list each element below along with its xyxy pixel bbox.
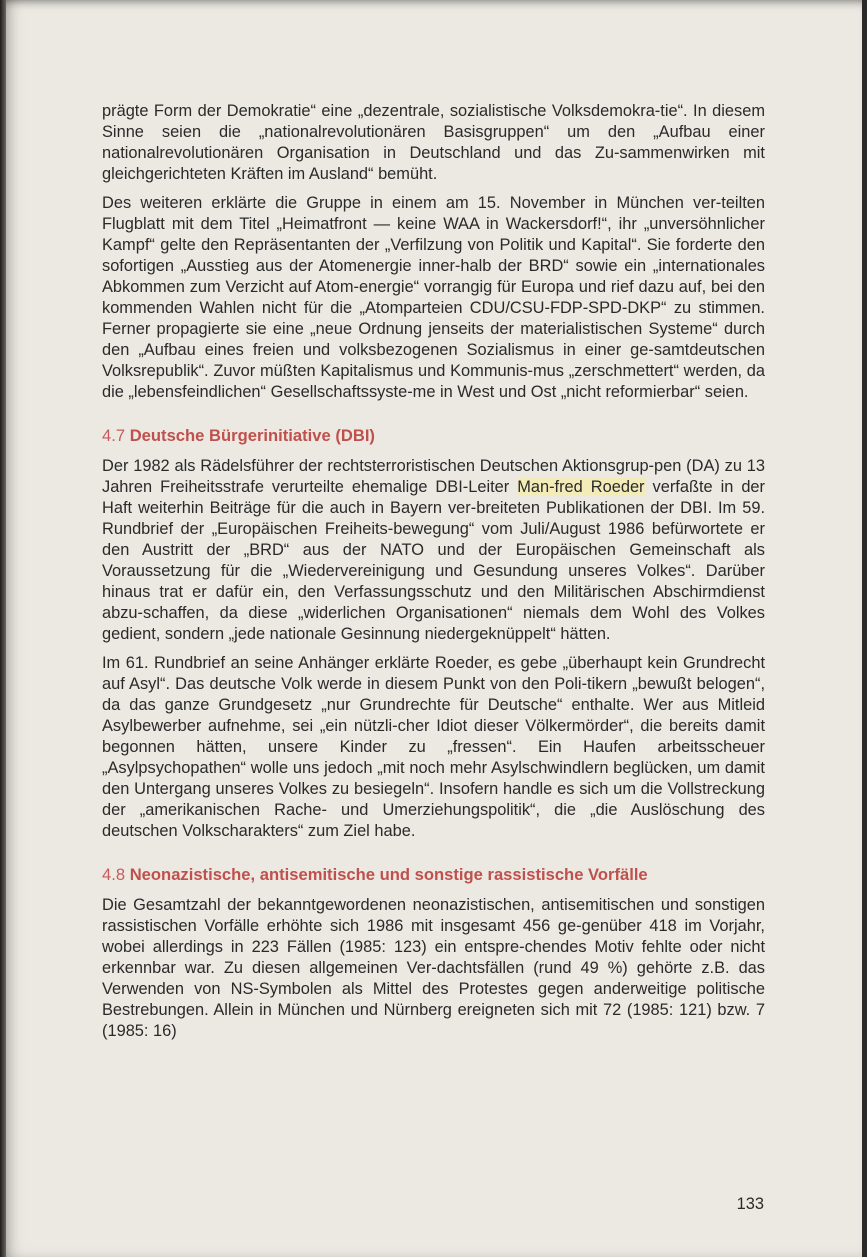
section-heading-4-7 [102, 425, 765, 446]
paragraph-text: Der 1982 als Rädelsführer der rechtsterroristischen Deutschen Aktionsgrup-pen (DA) zu 13 Jahren Freiheitsstrafe verurteilte ehemalige DBI-Leiter [102, 457, 765, 496]
highlighted-name: Man-fred Roeder [517, 478, 645, 496]
paragraph-incidents-1: Die Gesamtzahl der bekanntgewordenen neonazistischen, antisemitischen und sonstigen rassistischen Vorfälle erhöhte sich 1986 mit insgesamt 456 ge-genüber 418 im Vorjahr, wobei allerdings in 223 Fällen (1985: 123) ein entspre-chendes Motiv fehlte oder nicht erkennbar war. Zu diesen allgemeinen Ver-dachtsfällen (rund 49 %) gehörte z.B. das Verwenden von NS-Symbolen als Mittel des Protestes gegen anderweitige politische Bestrebungen. Allein in München und Nürnberg ereigneten sich mit 72 (1985: 121) bzw. 7 (1985: 16) [102, 896, 765, 1040]
section-title: Neonazistische, antisemitische und sonstige rassistische Vorfälle [129, 865, 648, 884]
section-number: 4.7 [102, 426, 126, 445]
section-number: 4.8 [102, 865, 126, 884]
paragraph-intro-1: prägte Form der Demokratie“ eine „dezentrale, sozialistische Volksdemokra-tie“. In diesem Sinne seien die „nationalrevolutionären Basisgruppen“ um den „Aufbau einer nationalrevolutionären Organisation in Deutschland und das Zu-sammenwirken mit gleichgerichteten Kräften im Ausland“ bemüht. [102, 102, 765, 183]
page-number: 133 [736, 1195, 764, 1213]
paragraph-dbi-2: Im 61. Rundbrief an seine Anhänger erklärte Roeder, es gebe „überhaupt kein Grundrecht auf Asyl“. Das deutsche Volk werde in diesem Punkt von den Poli-tikern „bewußt belogen“, da das ganze Grundgesetz „nur Grundrechte für Deutsche“ enthalte. Wer aus Mitleid Asylbewerber aufnehme, sei „ein nützli-cher Idiot dieser Völkermörder“, die bereits damit begonnen hätten, unsere Kinder zu „fressen“. Ein Haufen arbeitsscheuer „Asylpsychopathen“ wolle uns jedoch „mit noch mehr Asylschwindlern beglücken, um damit den Untergang unseres Volkes zu besiegeln“. Insofern handle es sich um die Vollstreckung der „amerikanischen Rache- und Umerziehungspolitik“, die „die Auslöschung des deutschen Volkscharakters“ zum Ziel habe. [102, 654, 765, 840]
paragraph-dbi-1 [102, 456, 765, 645]
book-spine-shadow [0, 0, 6, 1257]
section-title: Deutsche Bürgerinitiative (DBI) [129, 426, 375, 445]
section-heading-4-8 [102, 864, 765, 885]
page-body [102, 101, 765, 1050]
paragraph-intro-2: Des weiteren erklärte die Gruppe in einem am 15. November in München ver-teilten Flugblatt mit dem Titel „Heimatfront — keine WAA in Wackersdorf!“, ihr „unversöhnlicher Kampf“ gelte den Repräsentanten der „Verfilzung von Politik und Kapital“. Sie forderte den sofortigen „Ausstieg aus der Atomenergie inner-halb der BRD“ sowie ein „internationales Abkommen zum Verzicht auf Atom-energie“ vorrangig für Europa und rief dazu auf, bei den kommenden Wahlen nicht für die „Atomparteien CDU/CSU-FDP-SPD-DKP“ zu stimmen. Ferner propagierte sie eine „neue Ordnung jenseits der materialistischen Systeme“ durch den „Aufbau eines freien und volksbezogenen Sozialismus in einer ge-samtdeutschen Volksrepublik“. Zuvor müßten Kapitalismus und Kommunis-mus „zerschmettert“ werden, da die „lebensfeindlichen“ Gesellschaftssyste-me in West und Ost „nicht reformierbar“ seien. [102, 194, 765, 401]
paragraph-text: verfaßte in der Haft weiterhin Beiträge für die auch in Bayern ver-breiteten Publikationen der DBI. Im 59. Rundbrief der „Europäischen Freiheits-bewegung“ vom Juli/August 1986 befürwortete er den Austritt der „BRD“ aus der NATO und der Europäischen Gemeinschaft als Voraussetzung für die „Wiedervereinigung und Gesundung unseres Volkes“. Darüber hinaus trat er dafür ein, den Verfassungsschutz und den Militärischen Abschirmdienst abzu-schaffen, da diese „widerlichen Organisationen“ niemals dem Wohl des Volkes gedient, sondern „jede nationale Gesinnung niedergeknüppelt“ hätten. [102, 478, 766, 643]
